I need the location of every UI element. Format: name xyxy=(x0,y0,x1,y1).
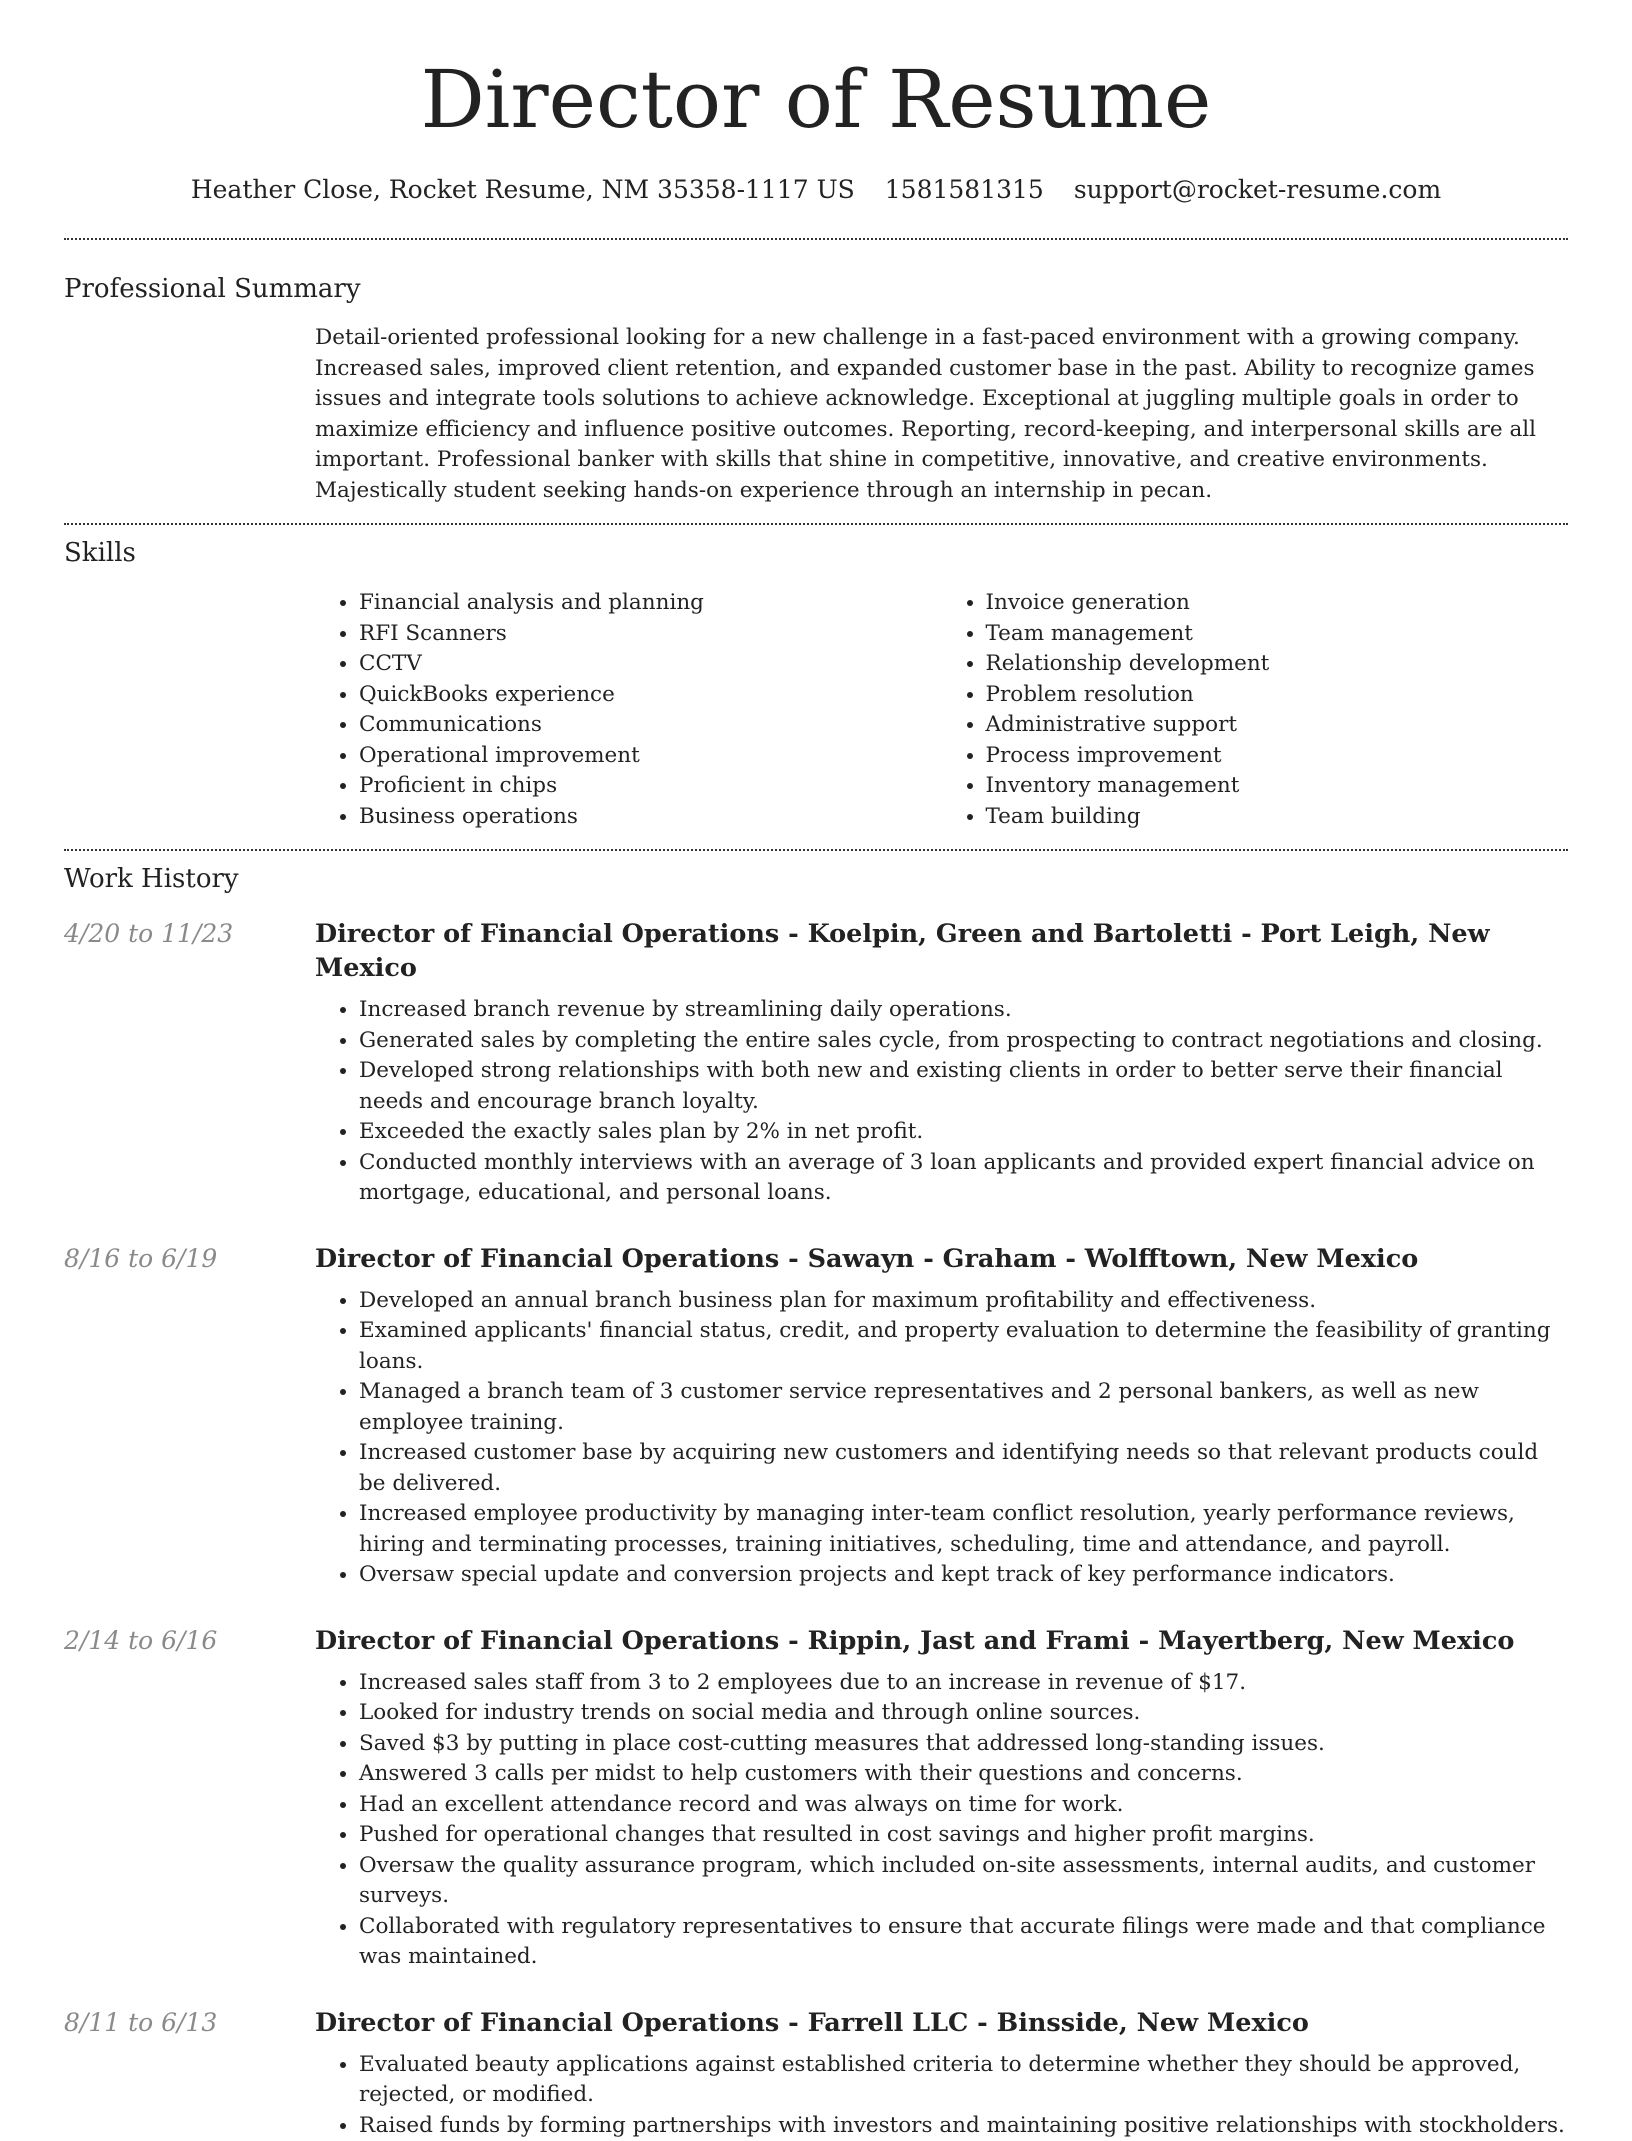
summary-section xyxy=(64,240,1568,506)
contact-address: Heather Close, Rocket Resume, NM 35358-1117 US xyxy=(191,175,855,204)
skill-item: • CCTV xyxy=(359,649,942,680)
job-title: Director of Financial Operations - Sawayn - Graham - Wolfftown, New Mexico xyxy=(315,1242,1568,1276)
job-bullets xyxy=(315,1668,1568,1973)
job-entry xyxy=(64,1624,1568,1973)
skill-item: • Team management xyxy=(986,619,1569,650)
skill-item: • Relationship development xyxy=(986,649,1569,680)
job-bullet: • Conducted monthly interviews with an average of 3 loan applicants and provided expert financial advice on mortgage, educational, and personal loans. xyxy=(359,1148,1568,1209)
job-entry xyxy=(64,2006,1568,2141)
contact-phone: 1581581315 xyxy=(885,175,1044,204)
skills-title: Skills xyxy=(64,536,1568,570)
job-date: 4/20 to 11/23 xyxy=(64,917,233,951)
job-bullet: • Collaborated with regulatory representatives to ensure that accurate filings were made and that compliance was maintained. xyxy=(359,1912,1568,1973)
skill-item: • Proficient in chips xyxy=(359,771,942,802)
skill-item: • RFI Scanners xyxy=(359,619,942,650)
job-date: 8/11 to 6/13 xyxy=(64,2006,217,2040)
skill-item: • Invoice generation xyxy=(986,588,1569,619)
job-bullet: • Examined applicants' financial status, credit, and property evaluation to determine the feasibility of granting loans. xyxy=(359,1316,1568,1377)
job-title: Director of Financial Operations - Farrell LLC - Binsside, New Mexico xyxy=(315,2006,1568,2040)
skills-section xyxy=(64,525,1568,832)
skills-columns xyxy=(315,588,1568,832)
skill-item: • Process improvement xyxy=(986,741,1569,772)
work-history-list xyxy=(64,917,1568,2141)
job-bullet: • Managed a branch team of 3 customer service representatives and 2 personal bankers, as well as new employee training. xyxy=(359,1377,1568,1438)
job-bullet: • Answered 3 calls per midst to help customers with their questions and concerns. xyxy=(359,1759,1568,1790)
skill-item: • Financial analysis and planning xyxy=(359,588,942,619)
skills-list-left xyxy=(315,588,942,832)
summary-body xyxy=(315,323,1568,506)
job-title: Director of Financial Operations - Koelpin, Green and Bartoletti - Port Leigh, New Mexico xyxy=(315,917,1568,985)
job-details xyxy=(315,2050,1568,2141)
job-bullets xyxy=(315,1286,1568,1591)
job-bullet: • Raised funds by forming partnerships with investors and maintaining positive relationships with stockholders. xyxy=(359,2111,1568,2141)
job-bullet: • Developed an annual branch business plan for maximum profitability and effectiveness. xyxy=(359,1286,1568,1317)
job-bullet: • Oversaw special update and conversion projects and kept track of key performance indicators. xyxy=(359,1560,1568,1591)
summary-text: Detail-oriented professional looking for a new challenge in a fast-paced environment with a growing company. Increased sales, improved client retention, and expanded customer base in the past. Ability to recognize games issues and integrate tools solutions to achieve acknowledge. Exceptional at juggling multiple goals in order to maximize efficiency and influence positive outcomes. Reporting, record-keeping, and interpersonal skills are all important. Professional banker with skills that shine in competitive, innovative, and creative environments. Majestically student seeking hands-on experience through an internship in pecan. xyxy=(315,323,1568,506)
job-details xyxy=(315,1668,1568,1973)
job-bullet: • Exceeded the exactly sales plan by 2% in net profit. xyxy=(359,1117,1568,1148)
job-bullet: • Looked for industry trends on social media and through online sources. xyxy=(359,1698,1568,1729)
job-details xyxy=(315,1286,1568,1591)
job-date: 2/14 to 6/16 xyxy=(64,1624,217,1658)
job-bullet: • Developed strong relationships with both new and existing clients in order to better serve their financial needs and encourage branch loyalty. xyxy=(359,1056,1568,1117)
job-bullet: • Increased customer base by acquiring new customers and identifying needs so that relevant products could be delivered. xyxy=(359,1438,1568,1499)
job-bullet: • Oversaw the quality assurance program, which included on-site assessments, internal audits, and customer surveys. xyxy=(359,1851,1568,1912)
skill-item: • Operational improvement xyxy=(359,741,942,772)
job-bullet: • Had an excellent attendance record and was always on time for work. xyxy=(359,1790,1568,1821)
work-title: Work History xyxy=(64,862,1568,896)
resume-header xyxy=(64,0,1568,206)
job-bullet: • Pushed for operational changes that resulted in cost savings and higher profit margins. xyxy=(359,1820,1568,1851)
job-details xyxy=(315,995,1568,1209)
resume-page xyxy=(64,0,1568,2141)
skill-item: • Inventory management xyxy=(986,771,1569,802)
skill-item: • Communications xyxy=(359,710,942,741)
job-date: 8/16 to 6/19 xyxy=(64,1242,217,1276)
skill-item: • Administrative support xyxy=(986,710,1569,741)
skill-item: • Business operations xyxy=(359,802,942,833)
contact-line xyxy=(64,174,1568,206)
contact-email: support@rocket-resume.com xyxy=(1074,175,1441,204)
resume-name: Director of Resume xyxy=(64,50,1568,150)
job-bullet: • Increased employee productivity by managing inter-team conflict resolution, yearly performance reviews, hiring and terminating processes, training initiatives, scheduling, time and attendance, and payroll. xyxy=(359,1499,1568,1560)
job-entry xyxy=(64,1242,1568,1591)
job-bullet: • Increased branch revenue by streamlining daily operations. xyxy=(359,995,1568,1026)
skill-item: • Team building xyxy=(986,802,1569,833)
job-bullet: • Generated sales by completing the entire sales cycle, from prospecting to contract negotiations and closing. xyxy=(359,1026,1568,1057)
job-entry xyxy=(64,917,1568,1209)
summary-title: Professional Summary xyxy=(64,272,1568,306)
job-bullet: • Saved $3 by putting in place cost-cutting measures that addressed long-standing issues. xyxy=(359,1729,1568,1760)
skill-item: • Problem resolution xyxy=(986,680,1569,711)
job-bullets xyxy=(315,2050,1568,2141)
skills-list-right xyxy=(942,588,1569,832)
skill-item: • QuickBooks experience xyxy=(359,680,942,711)
work-section xyxy=(64,851,1568,2141)
job-bullets xyxy=(315,995,1568,1209)
job-bullet: • Evaluated beauty applications against established criteria to determine whether they should be approved, rejected, or modified. xyxy=(359,2050,1568,2111)
job-title: Director of Financial Operations - Rippin, Jast and Frami - Mayertberg, New Mexico xyxy=(315,1624,1568,1658)
job-bullet: • Increased sales staff from 3 to 2 employees due to an increase in revenue of $17. xyxy=(359,1668,1568,1699)
